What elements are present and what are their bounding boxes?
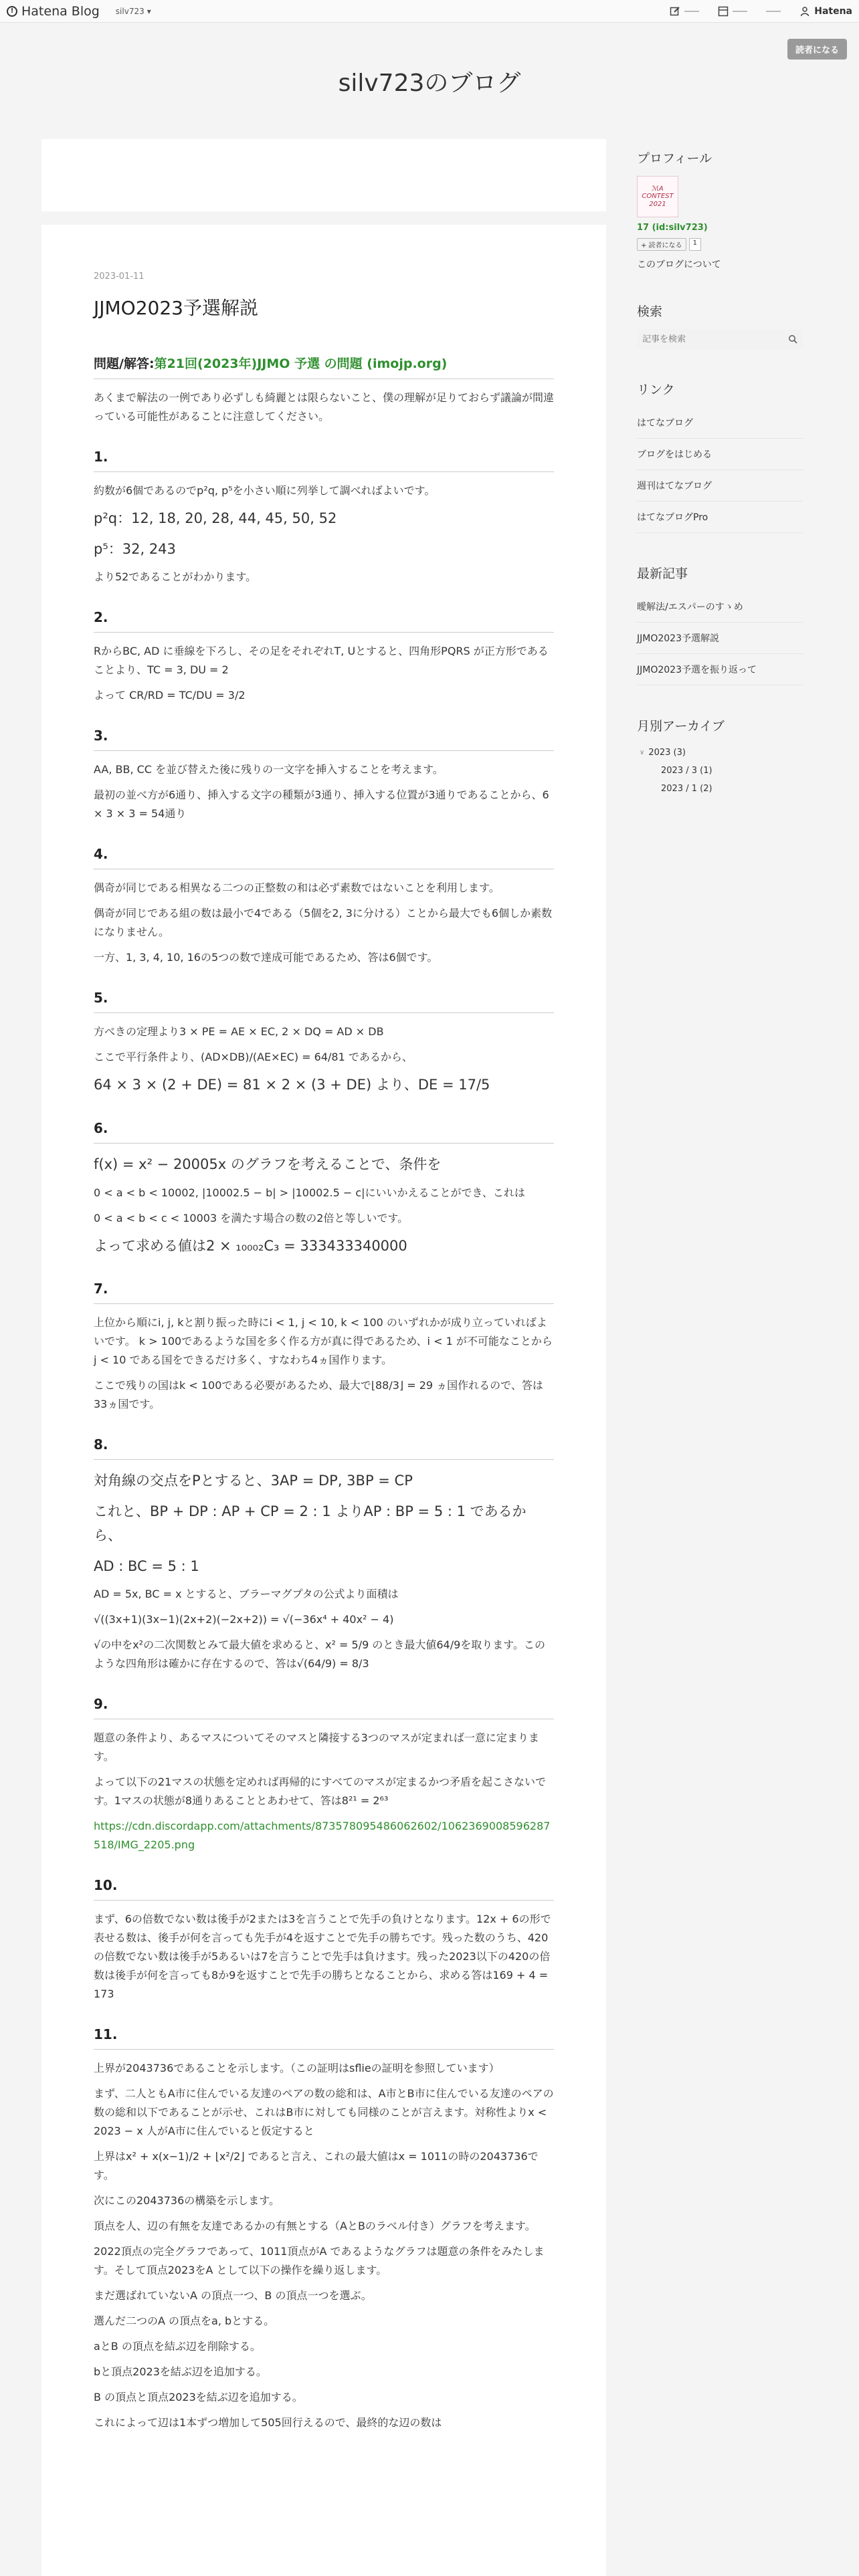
problem-text: AA, BB, CC を並び替えた後に残りの一文字を挿入することを考えます。 [94,763,444,776]
problem-text: まず、6の倍数でない数は後手が2または3を言うことで先手の負けとなります。12x + 6の形で表せる数は、後手が何を言っても先手が4を返すことで先手の勝ちです。残った数のうち、420の倍数でない数は後手が5あるいは7を言うことで先手は負けます。残った2023以下の420の倍数は後手が何を言っても8か9を返すことで先手の勝ちとなることから、求める答は169 + 4 = 173 [94,1913,551,2001]
link-item[interactable]: ブログをはじめる [637,439,803,470]
links-heading: リンク [637,383,675,397]
problem-text: 0 < a < b < 10002, |10002.5 − b| > |10002.5 − c|にいいかえることができ、これは [94,1186,525,1199]
problem-text: RからBC, AD に垂線を下ろし、その足をそれぞれT, Uとすると、四角形PQRS が正方形であることより、TC = 3, DU = 2 [94,645,549,677]
problem-5 [94,990,554,1097]
dashboard-button[interactable] [718,6,747,17]
recent-heading: 最新記事 [637,566,688,581]
problem-heading: 7. [94,1281,554,1304]
problem-text: まだ選ばれていないA の頂点一つ、B の頂点一つを選ぶ。 [94,2289,372,2302]
link-item[interactable]: 週刊はてなブログ [637,470,803,502]
links-list [637,407,803,533]
write-entry-button[interactable] [670,6,699,17]
problem-heading: 8. [94,1436,554,1460]
problem-text: よって以下の21マスの状態を定めれば再帰的にすべてのマスが定まるかつ矛盾を起こさないです。1マスの状態が8通りあることとあわせて、答は8²¹ = 2⁶³ [94,1776,547,1808]
problem-1 [94,449,554,586]
logo-text: Hatena Blog [21,3,100,19]
problem-2 [94,609,554,705]
problem-text: 0 < a < b < c < 10003 を満たす場合の数の2倍と等しいです。 [94,1211,409,1224]
problem-text: 方べきの定理より3 × PE = AE × EC, 2 × DQ = AD × DB [94,1025,384,1039]
follow-button[interactable]: + 読者になる [637,238,686,251]
header-tools [670,6,852,17]
avatar-text: ℳA [652,185,664,193]
recent-entries-module [637,564,803,685]
problem-text: 上界が2043736であることを示します。（この証明はsflieの証明を参照しています） [94,2062,500,2075]
links-module [637,380,803,533]
archive-year[interactable] [637,744,803,762]
hatena-menu-button[interactable] [799,6,852,17]
user-menu[interactable] [116,7,151,16]
global-header [0,0,859,23]
link-item[interactable]: はてなブログ [637,407,803,439]
archive-module [637,716,803,798]
hatena-brand-text: Hatena [814,5,852,17]
problem-8 [94,1436,554,1673]
source-link[interactable]: 第21回(2023年)JJMO 予選 の問題 (imojp.org) [154,356,448,371]
profile-module [637,148,803,271]
search-heading: 検索 [637,304,663,319]
problem-text: aとB の頂点を結ぶ辺を削除する。 [94,2340,261,2353]
dashboard-icon [718,6,729,17]
avatar-text: CONTEST [642,193,674,201]
problem-text: f(x) = x² − 20005x のグラフを考えることで、条件を [94,1156,442,1173]
problem-9 [94,1696,554,1854]
problem-6 [94,1120,554,1258]
pencil-icon [670,6,680,17]
problem-text: 題意の条件より、あるマスについてそのマスと隣接する3つのマスが定まれば一意に定まります。 [94,1731,539,1763]
problem-text: √の中をx²の二次関数とみて最大値を求めると、x² = 5/9 のとき最大値64/9を取ります。このような四角形は確かに存在するので、答は√(64/9) = 8/3 [94,1638,546,1671]
problem-heading: 2. [94,609,554,633]
entry-title[interactable]: JJMO2023予選解説 [94,297,258,319]
problem-heading: 5. [94,990,554,1013]
problem-7 [94,1281,554,1414]
problem-text: 偶奇が同じである相異なる二つの正整数の和は必ず素数ではないことを利用します。 [94,881,500,895]
problem-text: よって求める値は2 × ₁₀₀₀₂C₃ = 333433340000 [94,1237,407,1254]
blog-title[interactable]: silv723のブログ [338,70,521,97]
source-label: 問題/解答: [94,356,155,371]
problem-text: 選んだ二つのA の頂点をa, bとする。 [94,2315,275,2328]
problem-text: AD = 5x, BC = x とすると、ブラーマグプタの公式より面積は [94,1588,399,1601]
avatar-text: 2021 [649,200,666,208]
problem-text: 偶奇が同じである組の数は最小で4である（5個を2, 3に分ける）ことから最大でも6個しか素数になりません。 [94,907,553,939]
problem-text: B の頂点と頂点2023を結ぶ辺を追加する。 [94,2391,303,2404]
hatena-blog-logo[interactable] [7,4,100,19]
problem-text: より52であることがわかります。 [94,570,257,584]
user-name: silv723 [115,6,145,16]
problem-text: 2022頂点の完全グラフであって、1011頂点がA であるようなグラフは題意の条件をみたします。そして頂点2023をA として以下の操作を繰り返します。 [94,2245,545,2277]
entry-date[interactable]: 2023-01-11 [94,272,145,282]
problem-heading: 6. [94,1120,554,1144]
archive-month[interactable]: 2023 / 3 (1) [661,766,712,776]
avatar[interactable] [637,176,678,217]
recent-entry-item[interactable]: JJMO2023予選を振り返って [637,654,803,685]
problem-text: AD : BC = 5 : 1 [94,1558,199,1574]
problem-text: よって CR/RD = TC/DU = 3/2 [94,689,246,702]
ad-space [41,139,606,211]
search-input[interactable] [642,334,788,344]
blog-entry [41,225,606,2576]
search-box [637,329,803,349]
problem-text: 最初の並べ方が6通り、挿入する文字の種類が3通り、挿入する位置が3通りであることから、6 × 3 × 3 = 54通り [94,788,549,821]
problem-heading: 4. [94,846,554,869]
profile-id-link[interactable]: 17 (id:silv723) [637,223,708,233]
problem-text: p²q：12, 18, 20, 28, 44, 45, 50, 52 [94,510,337,526]
problem-text: これと、BP + DP : AP + CP = 2 : 1 よりAP : BP = 5 : 1 であるから、 [94,1503,527,1543]
archive-month[interactable]: 2023 / 1 (2) [661,784,712,794]
problem-text: 頂点を人、辺の有無を友達であるかの有無とする（AとBのラベル付き）グラフを考えます。 [94,2220,536,2233]
recent-list [637,591,803,685]
problem-text: ここで平行条件より、(AD×DB)/(AE×EC) = 64/81 であるから、 [94,1051,413,1064]
problem-text: p⁵：32, 243 [94,540,176,557]
reader-label-placeholder [766,11,781,12]
problem-text: ここで残りの国はk < 100である必要があるため、最大で⌊88/3⌋ = 29 ヵ国作れるので、答は33ヵ国です。 [94,1379,543,1411]
problem-11 [94,2026,554,2432]
problem-heading: 9. [94,1696,554,1719]
problem-4 [94,846,554,967]
write-label-placeholder [684,11,699,12]
archive-year-label: 2023 (3) [648,748,686,758]
sidebar [637,148,803,829]
problem-heading: 1. [94,449,554,472]
problem-10 [94,1877,554,2004]
hatena-person-icon [799,6,810,17]
hatena-logo-icon: ! [7,6,17,17]
dashboard-label-placeholder [733,11,747,12]
problem-heading: 11. [94,2026,554,2050]
subscribe-button[interactable]: 読者になる [787,39,847,60]
problem-text: 一方、1, 3, 4, 10, 16の5つの数で達成可能であるため、答は6個です。 [94,951,438,964]
archive-heading: 月別アーカイブ [637,719,725,734]
follower-count[interactable]: 1 [689,238,701,251]
problem-text: 64 × 3 × (2 + DE) = 81 × 2 × (3 + DE) より、DE = 17/5 [94,1077,490,1093]
problem-heading: 3. [94,728,554,751]
source-heading [94,354,554,379]
problem-text: √((3x+1)(3x−1)(2x+2)(−2x+2)) = √(−36x⁴ + 40x² − 4) [94,1613,394,1626]
problem-heading: 10. [94,1877,554,1901]
search-module [637,302,803,349]
chevron-down-icon: ▾ [147,6,151,16]
recent-entry-item[interactable]: JJMO2023予選解説 [637,623,803,654]
link-item[interactable]: はてなブログPro [637,502,803,533]
problem-text: まず、二人ともA市に住んでいる友達のペアの数の総和は、A市とB市に住んでいる友達のペアの数の総和以下であることが示せ、これはB市に対しても同様のことが言えます。対称性よりx < 2023 − x 人がA市に住んでいると仮定すると [94,2087,554,2138]
problem-text: 約数が6個であるのでp²q, p⁵を小さい順に列挙して調べればよいです。 [94,484,436,497]
recent-entry-item[interactable]: 曖解法/エスパーのすゝめ [637,591,803,623]
problem-text: 上位から順にi, j, kと割り振った時にi < 1, j < 10, k < 100 のいずれかが成り立っていればよいです。 k > 100であるような国を多く作る方が真に得であるため、i < 1 が不可能なことからj < 10 である国をできるだけ多く、すなわち4ヵ国作ります。 [94,1316,553,1367]
problem-text: bと頂点2023を結ぶ辺を追加する。 [94,2365,267,2379]
problem-3 [94,728,554,823]
profile-heading: プロフィール [637,151,712,166]
archive-tree [637,744,803,798]
problem-text: 次にこの2043736の構築を示します。 [94,2194,280,2208]
disclaimer-note: あくまで解法の一例であり必ずしも綺麗とは限らないこと、僕の理解が足りておらず議論が間違っている可能性があることに注意してください。 [94,391,555,423]
reader-list-button[interactable] [766,11,781,12]
image-link[interactable]: https://cdn.discordapp.com/attachments/873578095486062602/1062369008596287518/IMG_2205.png [94,1820,551,1852]
search-icon[interactable] [788,334,797,344]
about-blog-link[interactable]: このブログについて [637,259,721,270]
follow-row [637,238,803,251]
problem-text: 上界はx² + x(x−1)/2 + ⌊x²/2⌋ であると言え、これの最大値はx = 1011の時の2043736です。 [94,2150,539,2182]
chevron-down-icon[interactable]: ∨ [640,749,645,756]
problem-text: これによって辺は1本ずつ増加して505回行えるので、最終的な辺の数は [94,2416,442,2430]
problem-text: 対角線の交点をPとすると、3AP = DP, 3BP = CP [94,1473,413,1489]
